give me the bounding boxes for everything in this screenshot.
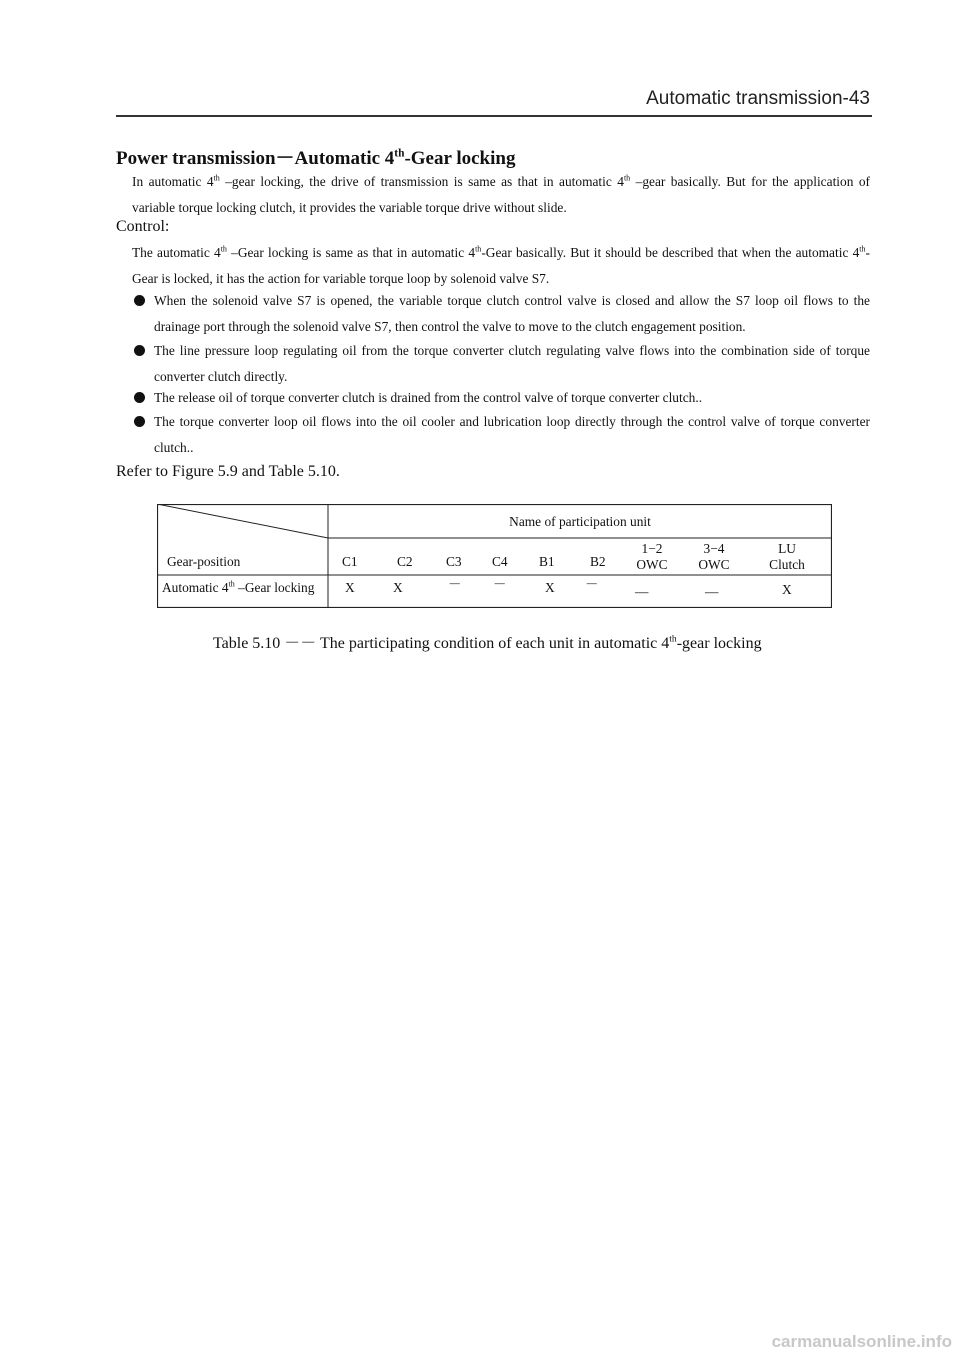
list-item-text: When the solenoid valve S7 is opened, the variable torque clutch control valve is closed and allow the S7 loop oil flows to the drainage port through the solenoid valve S7, then control the valve to move to the clutch engagement position. xyxy=(154,293,870,334)
lu-line-1: LU xyxy=(778,541,796,556)
header-gear: Gear-position xyxy=(167,554,241,569)
list-item xyxy=(132,338,870,390)
bullet-icon xyxy=(134,345,145,356)
list-item xyxy=(132,409,870,461)
footer-watermark: carmanualsonline.info xyxy=(771,1332,952,1351)
table-cell: X xyxy=(393,580,403,595)
control-text-4: -Gear is locked, it has the action for variable torque loop by solenoid valve S7. xyxy=(132,245,870,286)
control-text-2: –Gear locking is same as that in automatic 4 xyxy=(226,245,476,260)
table-cell: － xyxy=(448,577,462,592)
column-header: C2 xyxy=(397,554,413,569)
column-header: B1 xyxy=(539,554,555,569)
section-title-text-2: -Gear locking xyxy=(404,148,516,169)
bullet-icon xyxy=(134,295,145,306)
control-heading: Control: xyxy=(116,218,170,235)
intro-text-1: In automatic 4 xyxy=(132,174,214,189)
table-cell: X xyxy=(782,582,792,597)
lu-line-2: Clutch xyxy=(769,557,805,572)
owc12-line-2: OWC xyxy=(636,557,668,572)
table-cell: X xyxy=(545,580,555,595)
owc34-line-2: OWC xyxy=(698,557,730,572)
intro-sup-1: th xyxy=(213,173,220,183)
intro-text-2: –gear locking, the drive of transmission is same as that in automatic 4 xyxy=(219,174,624,189)
list-item-text: The line pressure loop regulating oil from the torque converter clutch regulating valve flows into the combination side of torque converter clutch directly. xyxy=(154,343,870,384)
owc12-line-1: 1−2 xyxy=(641,541,663,556)
caption-sup: th xyxy=(669,633,677,645)
section-title-sup: th xyxy=(394,147,405,160)
column-header-lu xyxy=(762,541,812,573)
control-text-1: The automatic 4 xyxy=(132,245,221,260)
list-item xyxy=(132,385,870,411)
list-item-text: The torque converter loop oil flows into the oil cooler and lubrication loop directly through the control valve of torque converter clutch.. xyxy=(154,414,870,455)
intro-paragraph xyxy=(132,169,870,221)
bullet-icon xyxy=(134,392,145,403)
column-header-owc12 xyxy=(630,541,674,573)
control-sup-2: th xyxy=(475,244,482,254)
table-cell: － xyxy=(585,577,599,592)
list-item xyxy=(132,288,870,340)
intro-sup-2: th xyxy=(623,173,631,183)
control-sup-1: th xyxy=(220,244,227,254)
row-label-text: Automatic 4 xyxy=(162,580,229,595)
column-header: C3 xyxy=(446,554,462,569)
participation-table xyxy=(157,504,832,608)
header-unit xyxy=(328,514,832,530)
column-header: C4 xyxy=(492,554,508,569)
section-title-text: Power transmission－Automatic 4 xyxy=(116,148,395,169)
refer-text: Refer to Figure 5.9 and Table 5.10. xyxy=(116,463,340,480)
section-title xyxy=(116,143,515,170)
header-unit-text: Name of participation unit xyxy=(509,514,651,529)
control-text-3: -Gear basically. But it should be described that when the automatic 4 xyxy=(481,245,860,260)
table-caption xyxy=(213,630,762,653)
row-label-text-2: –Gear locking xyxy=(234,580,315,595)
table-cell: — xyxy=(635,584,649,599)
control-sup-3: th xyxy=(859,244,866,254)
column-header-owc34 xyxy=(692,541,736,573)
table-cell: － xyxy=(493,577,507,592)
intro-text-3: –gear basically. But for the application of variable torque locking clutch, it provides the variable torque drive without slide. xyxy=(132,174,870,215)
header-divider xyxy=(116,115,872,117)
column-header: B2 xyxy=(590,554,606,569)
caption-text: Table 5.10 －－ The participating condition of each unit in automatic 4 xyxy=(213,635,670,652)
row-label xyxy=(162,580,314,596)
row-label-sup: th xyxy=(228,579,235,589)
caption-text-2: -gear locking xyxy=(676,635,762,652)
list-item-text: The release oil of torque converter clutch is drained from the control valve of torque converter clutch.. xyxy=(154,390,703,405)
table-cell: — xyxy=(705,584,719,599)
column-header: C1 xyxy=(342,554,358,569)
page-header: Automatic transmission-43 xyxy=(646,88,870,109)
control-paragraph xyxy=(132,240,870,292)
table-cell: X xyxy=(345,580,355,595)
owc34-line-1: 3−4 xyxy=(703,541,725,556)
bullet-icon xyxy=(134,416,145,427)
